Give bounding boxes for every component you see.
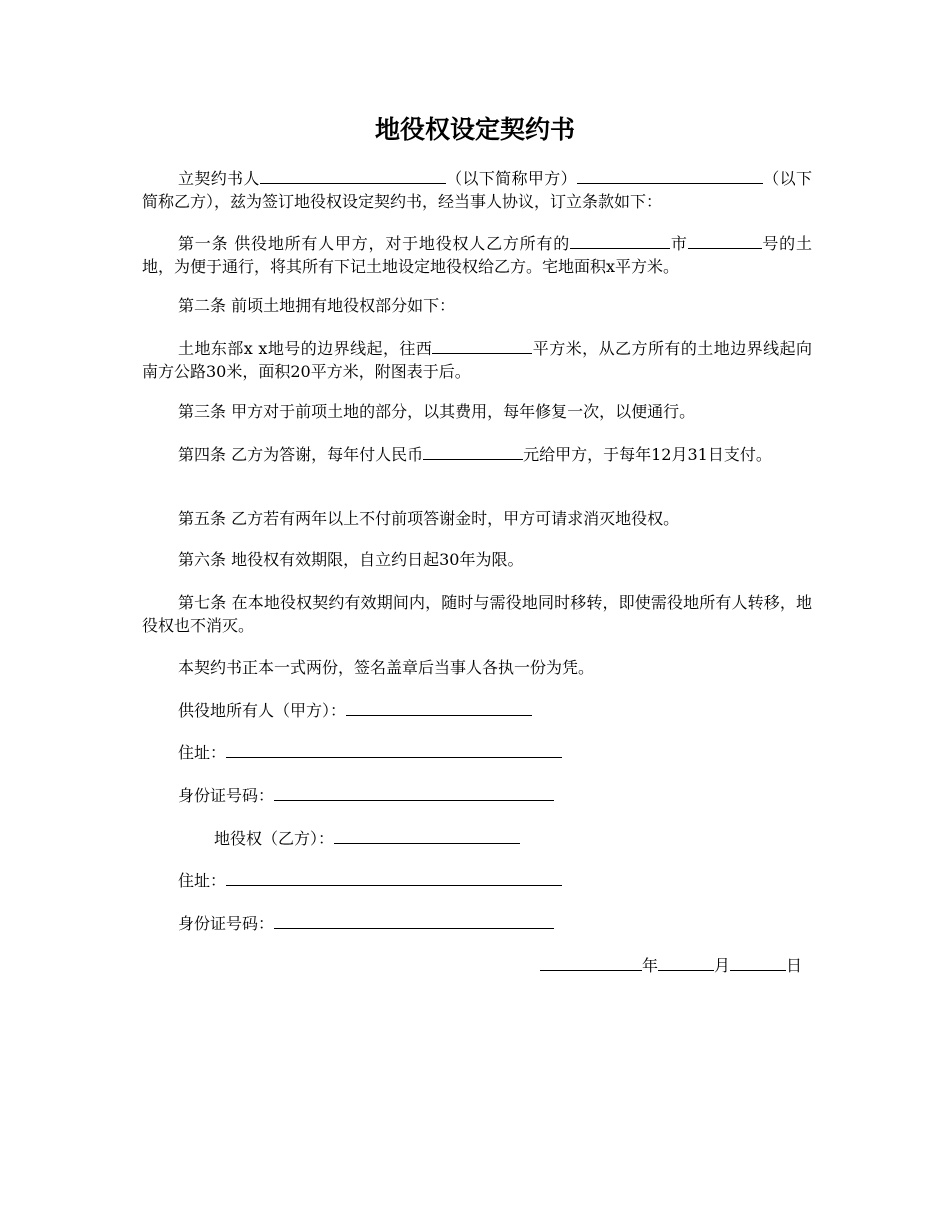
land-text-a: 土地东部x x地号的边界线起，往西	[178, 339, 433, 358]
owner-address-label: 住址：	[178, 743, 227, 762]
owner-id-line	[274, 783, 554, 801]
article-4	[142, 442, 812, 466]
holder-label: 地役权（乙方）：	[214, 829, 335, 848]
holder-address-label: 住址：	[178, 871, 227, 890]
day-label: 日	[786, 956, 803, 975]
article-5: 第五条 乙方若有两年以上不付前项答谢金时，甲方可请求消灭地役权。	[178, 509, 680, 528]
owner-address-row	[178, 740, 562, 764]
preamble-text-c: （以下简称乙方），兹为签订地役权设定契约书，经当事人协议，订立条款如下：	[142, 169, 812, 211]
holder-signature-row	[214, 826, 520, 850]
land-description	[142, 336, 812, 383]
document-title: 地役权设定契约书	[374, 115, 575, 144]
holder-id-line	[274, 911, 554, 929]
party-a-name-blank	[260, 166, 446, 184]
payment-amount-blank	[423, 442, 523, 460]
article-1	[142, 231, 812, 278]
article-2: 第二条 前顷土地拥有地役权部分如下：	[178, 296, 456, 315]
preamble-text-b: （以下简称甲方）	[445, 169, 577, 188]
article-6: 第六条 地役权有效期限，自立约日起30年为限。	[178, 550, 524, 569]
article-1-number-blank	[688, 231, 762, 249]
land-area-blank	[432, 336, 532, 354]
owner-label: 供役地所有人（甲方）：	[178, 701, 347, 720]
article-4-text-a: 第四条 乙方为答谢，每年付人民币	[178, 445, 424, 464]
article-1-text-b: 市	[670, 234, 688, 253]
article-1-text-a: 第一条 供役地所有人甲方，对于地役权人乙方所有的	[178, 234, 571, 253]
owner-address-line	[226, 740, 562, 758]
holder-id-row	[178, 911, 554, 935]
closing-statement: 本契约书正本一式两份，签名盖章后当事人各执一份为凭。	[178, 658, 595, 677]
holder-signature-line	[334, 826, 520, 844]
month-blank	[658, 953, 714, 971]
article-1-text-c: 号的土地，为便于通行，将其所有下记土地设定地役权给乙方。宅地面积x平方米。	[142, 234, 812, 276]
year-blank	[540, 953, 642, 971]
article-3: 第三条 甲方对于前项土地的部分，以其费用，每年修复一次，以便通行。	[178, 402, 696, 421]
party-b-name-blank	[577, 166, 763, 184]
date-row	[540, 953, 802, 977]
year-label: 年	[642, 956, 659, 975]
land-text-b: 平方米，从乙方所有的土地边界线起向南方公路30米，面积20平方米，附图表于后。	[142, 339, 812, 381]
owner-id-label: 身份证号码：	[178, 786, 275, 805]
article-4-text-b: 元给甲方，于每年12月31日支付。	[523, 445, 772, 464]
owner-id-row	[178, 783, 554, 807]
preamble-paragraph	[142, 166, 812, 213]
article-7: 第七条 在本地役权契约有效期间内，随时与需役地同时移转，即使需役地所有人转移，地役权也不消灭。	[142, 593, 812, 635]
holder-address-line	[226, 868, 562, 886]
month-label: 月	[714, 956, 731, 975]
owner-signature-line	[346, 698, 532, 716]
holder-id-label: 身份证号码：	[178, 914, 275, 933]
article-1-location-blank	[570, 231, 670, 249]
owner-signature-row	[178, 698, 532, 722]
holder-address-row	[178, 868, 562, 892]
preamble-text-a: 立契约书人	[178, 169, 260, 188]
day-blank	[730, 953, 786, 971]
